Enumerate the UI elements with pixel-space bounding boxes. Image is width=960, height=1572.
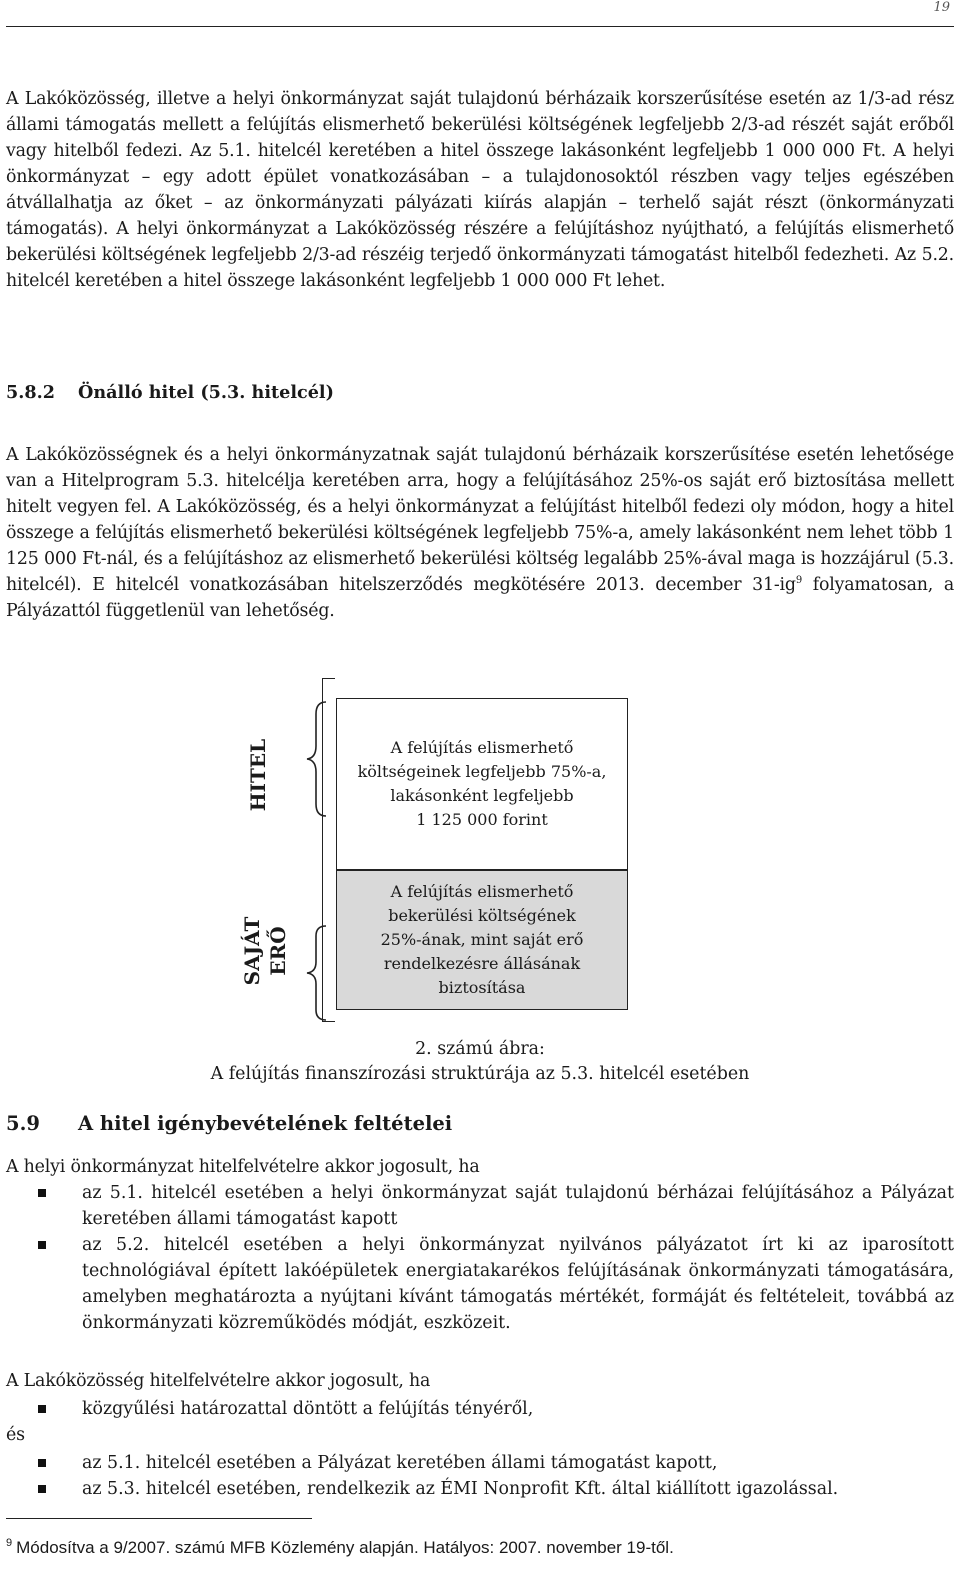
diagram-frame	[322, 678, 335, 1022]
paragraph-text: A Lakóközösségnek és a helyi önkormányzatnak saját tulajdonú bérházaik korszerűsítése esetén lehetősége van a Hitelprogram 5.3. hitelcélja keretében arra, hogy a felújításához 25%-os saját erő biztosítása mellett hitelt vegyen fel. A Lakóközösség, és a helyi önkormányzat a felújítást hitelből fedezi oly módon, hogy a hitel összege a felújítás elismerhető bekerülési költségének legfeljebb 75%-a, amely lakásonként nem lehet több 1 125 000 Ft-nál, és a felújításhoz az elismerhető bekerülési költség legalább 25%-ával maga is hozzájárul (5.3. hitelcél). E hitelcél vonatkozásában hitelszerződés megkötésére 2013. december 31-ig	[6, 445, 954, 595]
box-sajat-ero	[336, 870, 628, 1010]
onkormanyzat-conditions-list	[38, 1180, 954, 1336]
label-ero: ERŐ	[266, 926, 290, 976]
footnote	[6, 1538, 674, 1558]
section-582-paragraph	[6, 442, 954, 624]
footnote-reference: 9	[795, 575, 802, 587]
intro-paragraph: A Lakóközösség, illetve a helyi önkormányzat saját tulajdonú bérházaik korszerűsítése esetén az 1/3-ad rész állami támogatás mellett a felújítás elismerhető bekerülési költségének legfeljebb 2/3-ad részét saját erőből vagy hitelből fedezi. Az 5.1. hitelcél keretében a hitel összege lakásonként legfeljebb 1 000 000 Ft. A helyi önkormányzat – egy adott épület vonatkozásában – a tulajdonosoktól részben vagy teljes egészében átvállalhatja az őket – az önkormányzati pályázati kiírás alapján – terhelő saját részt (önkormányzati támogatás). A helyi önkormányzat a Lakóközösség részére a felújításhoz nyújtható, a felújítás elismerhető bekerülési költségének legfeljebb 2/3-ad részéig terjedő önkormányzati támogatást hitelből fedezheti. Az 5.2. hitelcél keretében a hitel összege lakásonként legfeljebb 1 000 000 Ft lehet.	[6, 89, 954, 291]
label-sajat-ero	[239, 905, 293, 997]
box-hitel-text: A felújítás elismerhető költségeinek legfeljebb 75%-a, lakásonként legfeljebb 1 125 000 forint	[357, 738, 607, 829]
section-title: A hitel igénybevételének feltételei	[78, 1112, 453, 1135]
label-hitel: HITEL	[246, 738, 270, 812]
onkormanyzat-intro: A helyi önkormányzat hitelfelvételre akkor jogosult, ha	[6, 1157, 480, 1177]
list-item: az 5.3. hitelcél esetében, rendelkezik az ÉMI Nonprofit Kft. által kiállított igazolással.	[38, 1476, 954, 1502]
list-item: az 5.1. hitelcél esetében a Pályázat keretében állami támogatást kapott,	[38, 1450, 954, 1476]
list-item: közgyűlési határozattal döntött a felújítás tényéről,	[38, 1396, 954, 1422]
section-59-heading	[6, 1112, 452, 1135]
box-hitel	[336, 698, 628, 870]
box-sajat-ero-text: A felújítás elismerhető bekerülési költségének 25%-ának, mint saját erő rendelkezésre állásának biztosítása	[380, 882, 584, 997]
lakokozosseg-conditions-list-first	[38, 1396, 954, 1422]
paragraph-text-end: folyamatosan, a Pályázattól függetlenül van lehetőség.	[6, 575, 954, 621]
section-title: Önálló hitel (5.3. hitelcél)	[78, 382, 334, 403]
section-number: 5.8.2	[6, 382, 55, 403]
lakokozosseg-intro: A Lakóközösség hitelfelvételre akkor jogosult, ha	[6, 1371, 431, 1391]
list-item: az 5.1. hitelcél esetében a helyi önkormányzat saját tulajdonú bérházai felújításához a Pályázat keretében állami támogatást kapott	[38, 1180, 954, 1232]
connector-es: és	[6, 1425, 25, 1445]
label-sajat: SAJÁT	[240, 916, 264, 986]
header-rule	[6, 26, 954, 27]
lakokozosseg-conditions-list-rest	[38, 1450, 954, 1502]
footnote-rule	[6, 1518, 312, 1519]
footnote-number: 9	[6, 1537, 13, 1550]
page-number: 19	[933, 0, 950, 15]
figure-caption-title: A felújítás finanszírozási struktúrája az 5.3. hitelcél esetében	[210, 1064, 750, 1084]
section-582-heading	[6, 382, 334, 403]
footnote-text: Módosítva a 9/2007. számú MFB Közlemény alapján. Hatályos: 2007. november 19-től.	[16, 1538, 674, 1557]
figure-caption-number: 2. számú ábra:	[415, 1039, 545, 1059]
list-item: az 5.2. hitelcél esetében a helyi önkormányzat nyilvános pályázatot írt ki az iparosított technológiával épített lakóépületek energiatakarékos felújításának önkormányzati támogatására, amelyben meghatározta a nyújtani kívánt támogatás mértékét, formáját és feltételeit, továbbá az önkormányzati közreműködés módját, eszközeit.	[38, 1232, 954, 1336]
section-number: 5.9	[6, 1112, 40, 1135]
